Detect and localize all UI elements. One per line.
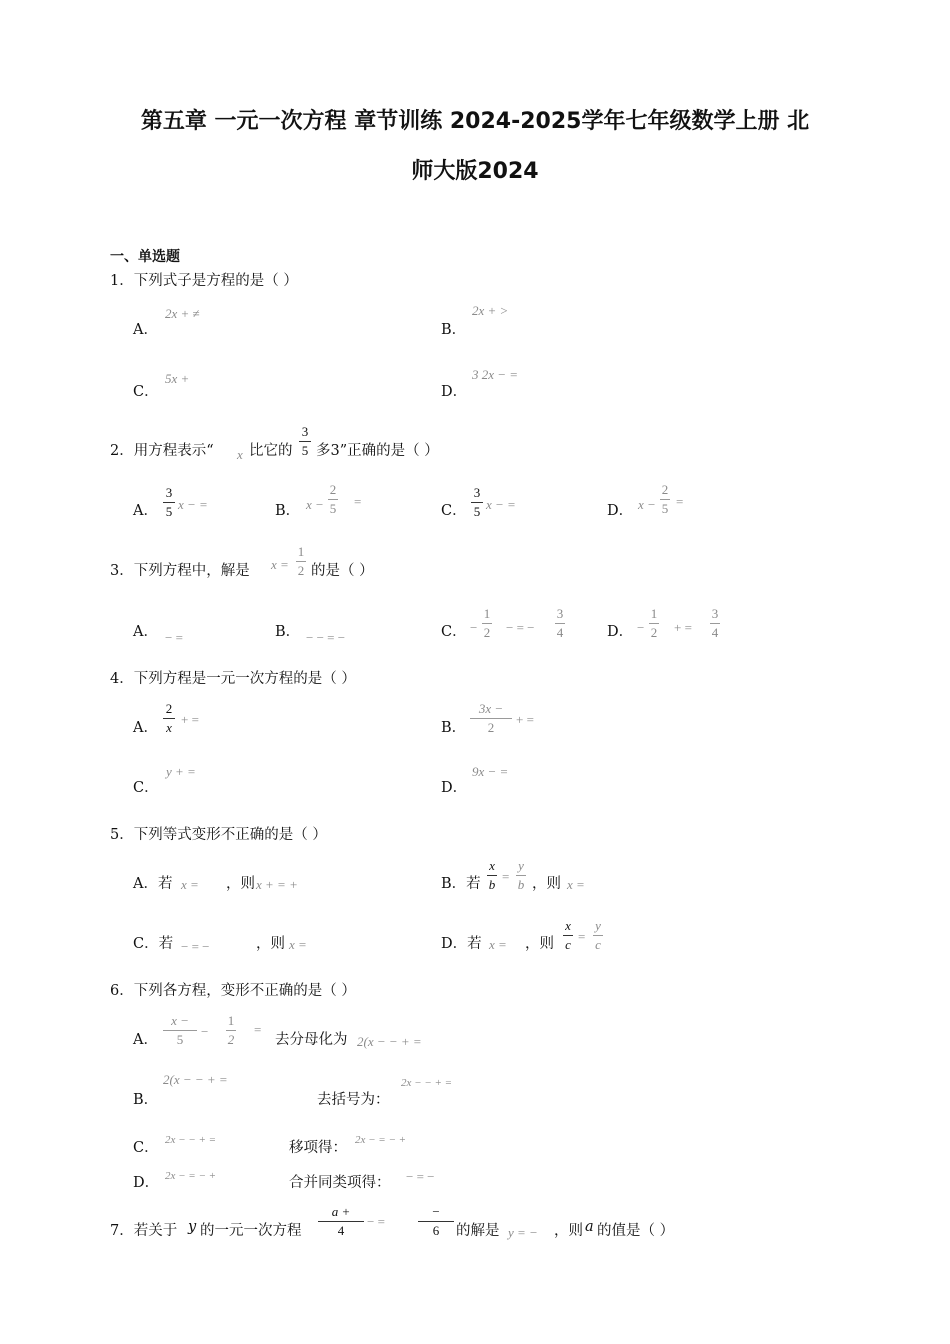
numerator: 3 bbox=[711, 606, 719, 621]
q5-option-d-then: ，则 bbox=[525, 936, 554, 952]
q5-option-b-fraction-1 bbox=[487, 858, 497, 893]
q5-option-d-eq: = bbox=[578, 929, 586, 944]
q3-option-b-expr: − − = − bbox=[306, 630, 346, 645]
q5-option-c-then: ，则 bbox=[256, 936, 285, 952]
q1-option-b-expr: 2x + > bbox=[472, 303, 509, 318]
denominator: b bbox=[517, 877, 525, 892]
q6-option-b-label: B． bbox=[133, 1092, 159, 1108]
denominator: 4 bbox=[337, 1223, 345, 1238]
question-7-stem-b: 的一元一次方程 bbox=[200, 1223, 302, 1239]
denominator: 4 bbox=[556, 625, 564, 640]
q6-option-c-label: C． bbox=[133, 1140, 159, 1156]
denominator: 5 bbox=[329, 501, 337, 516]
section-heading: 一、单选题 bbox=[110, 249, 180, 265]
q3-option-d-minus: − bbox=[637, 620, 645, 635]
q5-option-a-then: ，则 bbox=[226, 876, 255, 892]
q6-option-c-text: 移项得： bbox=[289, 1140, 347, 1156]
q5-option-a-result: x + = + bbox=[256, 877, 298, 892]
q3-option-a-expr: − = bbox=[165, 630, 183, 645]
numerator: 3 bbox=[301, 424, 309, 439]
q1-option-d-expr: 3 2x − = bbox=[472, 367, 519, 382]
numerator: 1 bbox=[483, 606, 491, 621]
q3-option-c-label: C． bbox=[441, 624, 467, 640]
denominator: 5 bbox=[473, 504, 481, 519]
numerator: 3 bbox=[473, 485, 481, 500]
q6-option-d-result: − = − bbox=[406, 1169, 435, 1184]
numerator: x bbox=[565, 918, 571, 933]
q5-option-b-then: ，则 bbox=[532, 876, 561, 892]
denominator: x bbox=[166, 720, 172, 735]
numerator: 1 bbox=[297, 544, 305, 559]
q3-option-d-fraction-1 bbox=[649, 606, 659, 641]
q1-option-c-label: C． bbox=[133, 384, 159, 400]
denominator: 4 bbox=[711, 625, 719, 640]
q3-option-d-expr: + = bbox=[674, 620, 692, 635]
q4-option-a-expr: + = bbox=[181, 712, 199, 727]
q4-option-b-label: B． bbox=[441, 720, 467, 736]
denominator: c bbox=[565, 937, 571, 952]
denominator: 5 bbox=[176, 1032, 184, 1047]
question-7-mid: − = bbox=[367, 1214, 385, 1229]
q6-option-a-label: A． bbox=[133, 1032, 158, 1048]
q3-option-d-label: D． bbox=[607, 624, 634, 640]
denominator: c bbox=[595, 937, 601, 952]
q5-option-c-result: x = bbox=[289, 937, 307, 952]
q2-option-d-expr: x − bbox=[638, 497, 656, 512]
q2-option-d-fraction bbox=[660, 482, 670, 517]
q6-option-d-expr: 2x − = − + bbox=[165, 1170, 217, 1182]
numerator: 3 bbox=[165, 485, 173, 500]
q3-option-c-fraction-1 bbox=[482, 606, 492, 641]
numerator: x bbox=[489, 858, 495, 873]
q6-option-c-result: 2x − = − + bbox=[355, 1134, 407, 1146]
question-2-stem-a: 2．用方程表示“ bbox=[110, 443, 214, 459]
question-7-fraction-2 bbox=[418, 1204, 454, 1239]
numerator: y bbox=[518, 858, 524, 873]
doc-title-line1: 第五章 一元一次方程 章节训练 2024-2025学年七年级数学上册 北 bbox=[140, 109, 810, 134]
q5-option-c-label: C．若 bbox=[133, 936, 174, 952]
question-2-var-x: x bbox=[237, 447, 243, 462]
q2-option-b-label: B． bbox=[275, 503, 301, 519]
question-2-fraction bbox=[299, 424, 311, 459]
numerator: 2 bbox=[165, 701, 173, 716]
question-7-solution: y = − bbox=[508, 1225, 538, 1240]
q3-option-c-minus: − bbox=[470, 620, 478, 635]
q5-option-a-label: A．若 bbox=[133, 876, 173, 892]
question-5-stem: 5．下列等式变形不正确的是（ ） bbox=[110, 827, 327, 843]
question-1-stem: 1．下列式子是方程的是（ ） bbox=[110, 273, 298, 289]
denominator: b bbox=[488, 877, 496, 892]
q4-option-a-label: A． bbox=[133, 720, 158, 736]
denominator: 2 bbox=[227, 1032, 235, 1047]
q4-option-c-label: C． bbox=[133, 780, 159, 796]
q2-option-b-fraction bbox=[328, 482, 338, 517]
denominator: 6 bbox=[432, 1223, 440, 1238]
q5-option-b-eq: = bbox=[502, 869, 510, 884]
q5-option-d-fraction-2 bbox=[593, 918, 603, 953]
q6-option-b-result: 2x − − + = bbox=[401, 1077, 453, 1089]
q1-option-b-label: B． bbox=[441, 322, 467, 338]
q2-option-c-label: C． bbox=[441, 503, 467, 519]
q3-option-c-fraction-2 bbox=[555, 606, 565, 641]
q4-option-c-expr: y + = bbox=[166, 764, 196, 779]
q1-option-d-label: D． bbox=[441, 384, 468, 400]
q3-option-b-label: B． bbox=[275, 624, 301, 640]
q3-option-d-fraction-2 bbox=[710, 606, 720, 641]
numerator: 3 bbox=[556, 606, 564, 621]
q6-option-a-minus: − bbox=[201, 1024, 209, 1039]
q2-option-c-expr: x − = bbox=[486, 497, 516, 512]
numerator: 2 bbox=[661, 482, 669, 497]
q6-option-b-expr: 2(x − − + = bbox=[163, 1072, 228, 1087]
q5-option-d-fraction-1 bbox=[563, 918, 573, 953]
q5-option-b-fraction-2 bbox=[516, 858, 526, 893]
question-2-stem-b: 比它的 bbox=[249, 443, 293, 459]
denominator: 5 bbox=[301, 443, 309, 458]
q1-option-a-label: A． bbox=[133, 322, 158, 338]
question-7-var-y: y bbox=[188, 1219, 197, 1235]
q2-option-b-eq: = bbox=[354, 494, 362, 509]
numerator: − bbox=[432, 1204, 440, 1219]
q2-option-a-label: A． bbox=[133, 503, 158, 519]
q5-option-a-cond: x = bbox=[181, 877, 199, 892]
q5-option-d-cond: x = bbox=[489, 937, 507, 952]
q2-option-d-label: D． bbox=[607, 503, 634, 519]
numerator: y bbox=[595, 918, 601, 933]
q1-option-a-expr: 2x + ≠ bbox=[165, 306, 200, 321]
question-3-stem-b: 的是（ ） bbox=[311, 563, 374, 579]
q2-option-a-expr: x − = bbox=[178, 497, 208, 512]
question-7-fraction-1 bbox=[318, 1204, 364, 1239]
q2-option-b-expr: x − bbox=[306, 497, 324, 512]
numerator: 1 bbox=[227, 1013, 235, 1028]
q3-option-c-expr: − = − bbox=[506, 620, 535, 635]
q6-option-d-label: D． bbox=[133, 1175, 160, 1191]
denominator: 2 bbox=[483, 625, 491, 640]
denominator: 5 bbox=[165, 504, 173, 519]
q4-option-b-fraction bbox=[470, 701, 512, 736]
question-7-var-a: a bbox=[585, 1219, 594, 1235]
doc-title-line2: 师大版2024 bbox=[411, 159, 539, 184]
q2-option-a-fraction bbox=[163, 485, 175, 520]
q6-option-a-result: 2(x − − + = bbox=[357, 1034, 422, 1049]
question-2-stem-c: 多3”正确的是（ ） bbox=[316, 443, 439, 459]
q5-option-d-label: D．若 bbox=[441, 936, 482, 952]
denominator: 2 bbox=[650, 625, 658, 640]
question-3-x-eq: x = bbox=[271, 557, 289, 572]
q2-option-c-fraction bbox=[471, 485, 483, 520]
question-3-fraction bbox=[296, 544, 306, 579]
denominator: 5 bbox=[661, 501, 669, 516]
q6-option-a-fraction-1 bbox=[163, 1013, 197, 1048]
numerator: 1 bbox=[650, 606, 658, 621]
question-7-stem-d: ，则 bbox=[554, 1223, 583, 1239]
q6-option-a-fraction-2 bbox=[226, 1013, 236, 1048]
q1-option-c-expr: 5x + bbox=[165, 371, 190, 386]
denominator: 2 bbox=[297, 563, 305, 578]
numerator: x − bbox=[171, 1013, 189, 1028]
q4-option-b-expr: + = bbox=[516, 712, 534, 727]
question-4-stem: 4．下列方程是一元一次方程的是（ ） bbox=[110, 671, 356, 687]
q6-option-d-text: 合并同类项得： bbox=[289, 1175, 391, 1191]
q4-option-a-fraction bbox=[163, 701, 175, 736]
q6-option-c-expr: 2x − − + = bbox=[165, 1134, 217, 1146]
numerator: 2 bbox=[329, 482, 337, 497]
q6-option-a-text: 去分母化为 bbox=[275, 1032, 348, 1048]
numerator: a + bbox=[331, 1204, 351, 1219]
q2-option-d-eq: = bbox=[676, 494, 684, 509]
denominator: 2 bbox=[487, 720, 495, 735]
numerator: 3x − bbox=[478, 701, 504, 716]
q5-option-c-cond: − = − bbox=[181, 939, 210, 954]
q5-option-b-label: B．若 bbox=[441, 876, 481, 892]
q5-option-b-result: x = bbox=[567, 877, 585, 892]
question-7-stem-e: 的值是（ ） bbox=[597, 1223, 675, 1239]
q6-option-a-eq: = bbox=[254, 1022, 262, 1037]
question-7-stem-a: 7．若关于 bbox=[110, 1223, 178, 1239]
q4-option-d-label: D． bbox=[441, 780, 468, 796]
question-7-stem-c: 的解是 bbox=[456, 1223, 500, 1239]
q4-option-d-expr: 9x − = bbox=[472, 764, 509, 779]
question-6-stem: 6．下列各方程，变形不正确的是（ ） bbox=[110, 983, 356, 999]
q3-option-a-label: A． bbox=[133, 624, 158, 640]
q6-option-b-text: 去括号为： bbox=[317, 1092, 390, 1108]
question-3-stem-a: 3．下列方程中，解是 bbox=[110, 563, 250, 579]
